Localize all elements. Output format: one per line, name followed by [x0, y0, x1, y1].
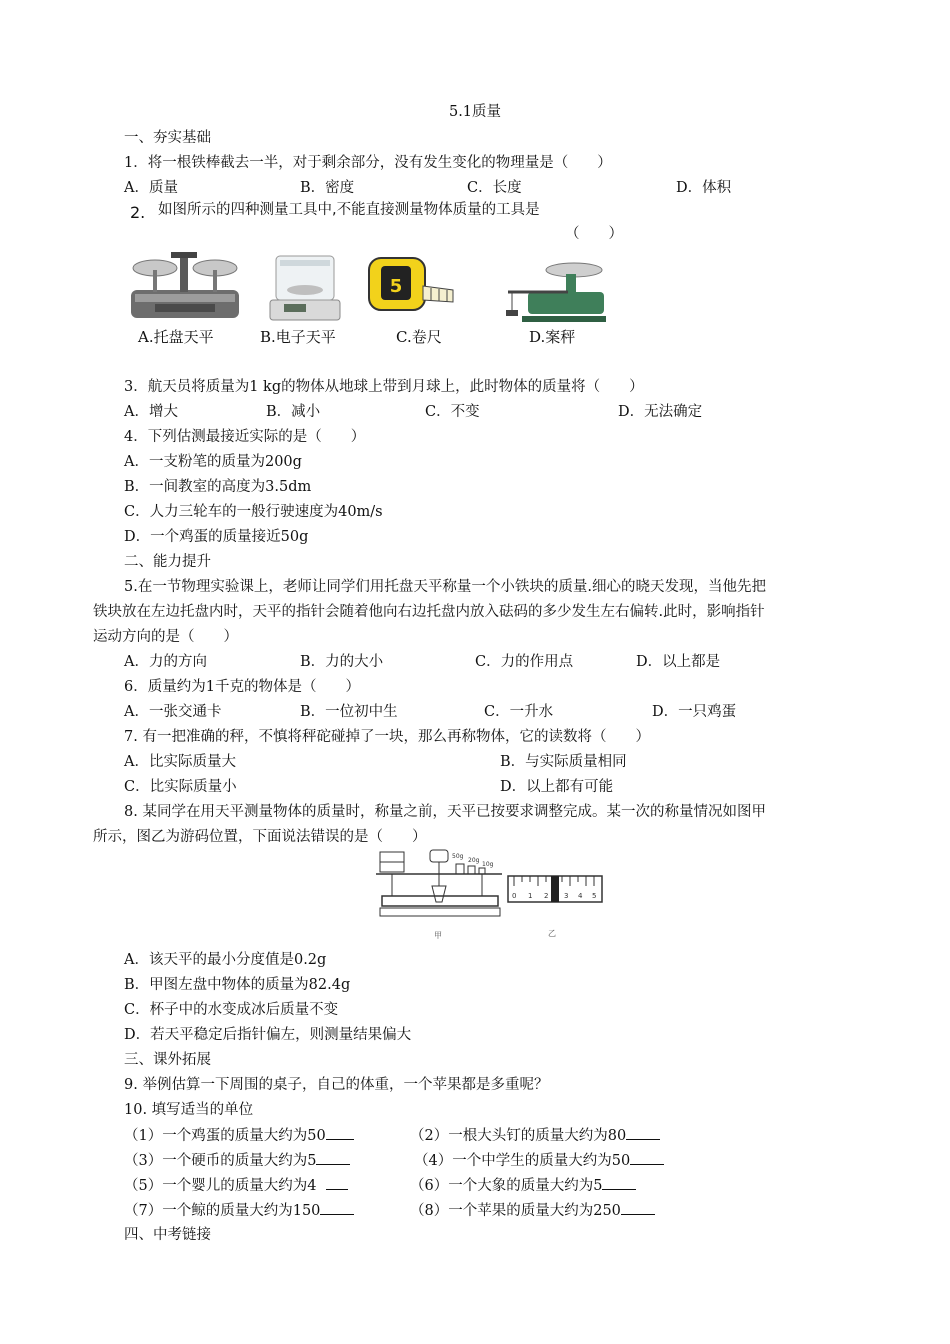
question-4-option-c: C．人力三轮车的一般行驶速度为40m/s: [124, 504, 383, 520]
question-6-option-d: D．一只鸡蛋: [652, 704, 737, 720]
question-4-option-a: A．一支粉笔的质量为200g: [124, 454, 302, 470]
page-title: 5.1质量: [448, 104, 502, 120]
fill-item-4: （4）一个中学生的质量大约为50: [414, 1150, 664, 1171]
question-5-option-c: C．力的作用点: [475, 654, 574, 670]
question-6-option-b: B．一位初中生: [300, 704, 398, 720]
ruler-tick-0: 0: [512, 892, 517, 900]
question-3-option-b: B．减小: [266, 404, 321, 420]
fill-item-7: （7）一个鲸的质量大约为150: [124, 1200, 354, 1221]
section-heading-1: 一、夯实基础: [124, 130, 211, 146]
question-3-stem: 3．航天员将质量为1 kg的物体从地球上带到月球上，此时物体的质量将（ ）: [124, 379, 644, 395]
question-5-line-3: 运动方向的是（ ）: [93, 629, 238, 645]
question-4-stem: 4．下列估测最接近实际的是（ ）: [124, 429, 366, 445]
question-7-stem: 7. 有一把准确的秤，不慎将秤砣碰掉了一块，那么再称物体，它的读数将（ ）: [124, 729, 650, 745]
question-2-number: 2.: [130, 203, 146, 222]
fill-item-6: （6）一个大象的质量大约为5: [410, 1175, 636, 1196]
answer-blank[interactable]: [602, 1175, 636, 1190]
question-8-option-d: D．若天平稳定后指针偏左，则测量结果偏大: [124, 1027, 412, 1043]
fill-item-2: （2）一根大头钉的质量大约为80: [410, 1125, 660, 1146]
caption-tray-balance: A.托盘天平: [138, 328, 214, 346]
question-4-option-b: B．一间教室的高度为3.5dm: [124, 479, 312, 495]
fill-item-8: （8）一个苹果的质量大约为250: [410, 1200, 655, 1221]
question-7-option-b: B．与实际质量相同: [500, 754, 627, 770]
question-7-option-c: C．比实际质量小: [124, 779, 237, 795]
question-6-option-a: A．一张交通卡: [124, 704, 222, 720]
fill-item-5: （5）一个婴儿的质量大约为4: [124, 1175, 348, 1196]
weight-label-20g: 20g: [468, 857, 480, 864]
question-6-stem: 6．质量约为1千克的物体是（ ）: [124, 679, 360, 695]
answer-blank[interactable]: [630, 1150, 664, 1165]
question-3-option-d: D．无法确定: [618, 404, 703, 420]
section-heading-3: 三、课外拓展: [124, 1052, 211, 1068]
ruler-figure-yi: [506, 874, 606, 940]
section-heading-4: 四、中考链接: [124, 1227, 211, 1243]
section-heading-2: 二、能力提升: [124, 554, 211, 570]
question-7-option-d: D．以上都有可能: [500, 779, 614, 795]
question-5-option-b: B．力的大小: [300, 654, 384, 670]
question-2-stem: 如图所示的四种测量工具中,不能直接测量物体质量的工具是: [158, 202, 540, 218]
weight-label-50g: 50g: [452, 853, 464, 860]
answer-blank[interactable]: [316, 1150, 350, 1165]
question-1-option-a: A．质量: [124, 180, 178, 196]
question-8-option-b: B．甲图左盘中物体的质量为82.4g: [124, 977, 351, 993]
weight-label-10g: 10g: [482, 861, 494, 868]
question-8-option-c: C．杯子中的水变成冰后质量不变: [124, 1002, 339, 1018]
answer-blank[interactable]: [326, 1175, 348, 1190]
electronic-balance-image: [264, 246, 346, 326]
question-5-option-a: A．力的方向: [124, 654, 207, 670]
question-1-stem: 1．将一根铁棒截去一半，对于剩余部分，没有发生变化的物理量是（ ）: [124, 155, 612, 171]
question-10-stem: 10. 填写适当的单位: [124, 1102, 254, 1118]
balance-figure-jia: [372, 846, 512, 942]
answer-blank[interactable]: [626, 1125, 660, 1140]
question-8-line-2: 所示，图乙为游码位置，下面说法错误的是（ ）: [93, 829, 427, 845]
ruler-tick-3: 3: [564, 892, 569, 900]
answer-blank[interactable]: [621, 1200, 655, 1215]
question-1-option-d: D．体积: [676, 180, 732, 196]
ruler-tick-1: 1: [528, 892, 533, 900]
answer-blank[interactable]: [320, 1200, 354, 1215]
ruler-tick-5: 5: [592, 892, 597, 900]
question-3-option-a: A．增大: [124, 404, 178, 420]
tape-measure-image: [365, 250, 455, 320]
question-7-option-a: A．比实际质量大: [124, 754, 236, 770]
figure-label-yi: 乙: [548, 929, 556, 938]
question-5-line-1: 5.在一节物理实验课上，老师让同学们用托盘天平称量一个小铁块的质量.细心的晓天发现，当他先把: [124, 579, 766, 595]
question-6-option-c: C．一升水: [484, 704, 554, 720]
question-3-option-c: C．不变: [425, 404, 480, 420]
ruler-tick-4: 4: [578, 892, 583, 900]
question-8-option-a: A．该天平的最小分度值是0.2g: [124, 952, 327, 968]
caption-tape-measure: C.卷尺: [396, 328, 442, 346]
question-5-line-2: 铁块放在左边托盘内时，天平的指针会随着他向右边托盘内放入砝码的多少发生左右偏转.此时，影响指针: [93, 604, 765, 620]
question-1-option-b: B．密度: [300, 180, 355, 196]
question-8-line-1: 8. 某同学在用天平测量物体的质量时，称量之前，天平已按要求调整完成。某一次的称量情况如图甲: [124, 804, 766, 820]
question-5-option-d: D．以上都是: [636, 654, 721, 670]
ruler-tick-2: 2: [544, 892, 549, 900]
fill-item-1: （1）一个鸡蛋的质量大约为50: [124, 1125, 354, 1146]
question-1-option-c: C．长度: [467, 180, 522, 196]
question-9-stem: 9. 举例估算一下周围的桌子，自己的体重，一个苹果都是多重呢？: [124, 1077, 549, 1093]
svg-text:5: 5: [389, 276, 403, 297]
caption-electronic-balance: B.电子天平: [260, 328, 336, 346]
question-2-paren: （ ）: [565, 226, 623, 242]
answer-blank[interactable]: [326, 1125, 354, 1140]
caption-platform-scale: D.案秤: [529, 328, 576, 346]
figure-label-jia: 甲: [434, 931, 442, 940]
question-4-option-d: D．一个鸡蛋的质量接近50g: [124, 529, 309, 545]
tray-balance-image: [125, 246, 245, 326]
platform-scale-image: [498, 258, 608, 324]
fill-item-3: （3）一个硬币的质量大约为5: [124, 1150, 350, 1171]
